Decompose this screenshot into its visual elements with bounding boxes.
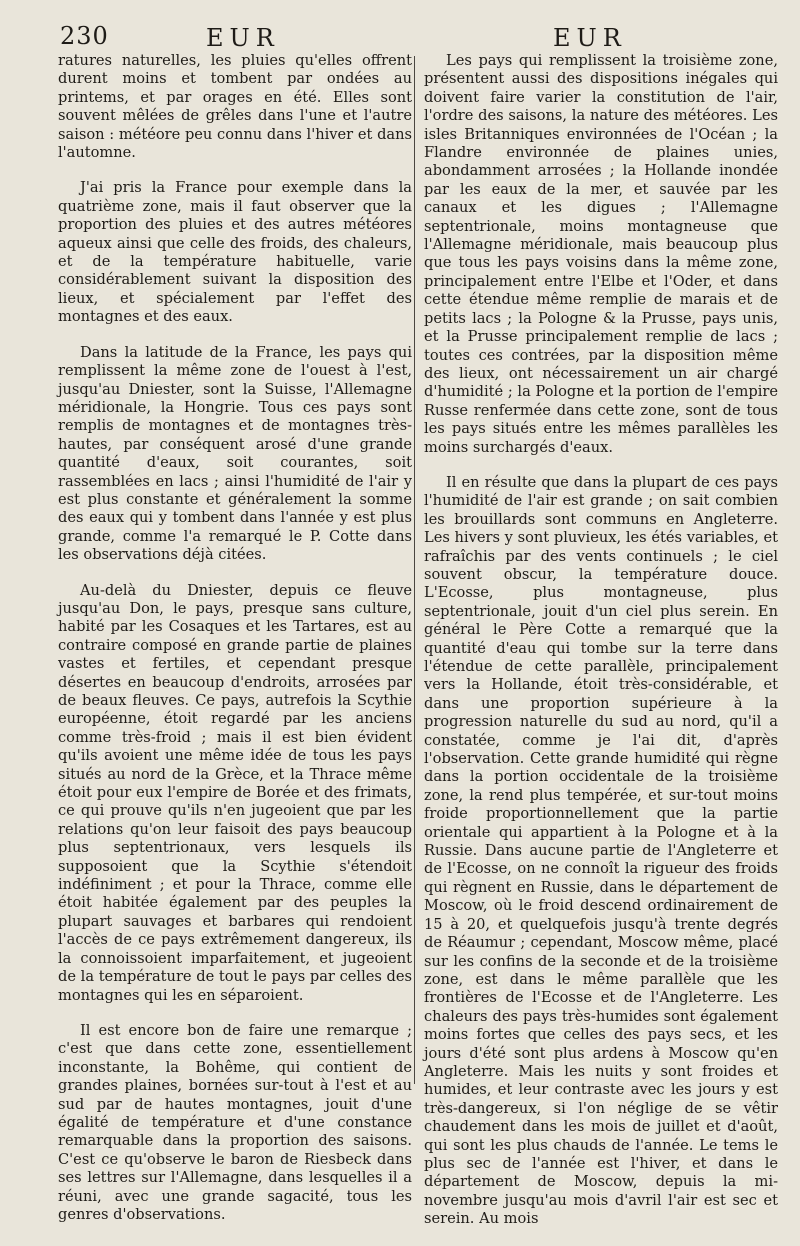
running-head-left: EUR [206, 24, 280, 52]
paragraph: ratures naturelles, les pluies qu'elles offrent durent moins et tombent par ondées au printems, et par orages en été. Elles sont souvent mêlées de grêles dans l'une et l'autre saison : météore peu connu dans l'hiver et dans l'automne. [58, 52, 412, 162]
running-head-right: EUR [553, 24, 627, 52]
paragraph: Les pays qui remplissent la troisième zone, présentent aussi des dispositions inégales qui doivent faire varier la constitution de l'air, l'ordre des saisons, la nature des météores. Les isles Britanniques environnées de l'Océan ; la Flandre environnée de plaines unies, abondamment arrosées ; la Hollande inondée par les eaux de la mer, et sauvée par les canaux et les digues ; l'Allemagne septentrionale, moins montagneuse que l'Allemagne méridionale, mais beaucoup plus que tous les pays voisins dans la même zone, principalement entre l'Elbe et l'Oder, et dans cette étendue même remplie de marais et de petits lacs ; la Pologne & la Prusse, pays unis, et la Prusse principalement remplie de lacs ; toutes ces contrées, par la disposition même des lieux, ont nécessairement un air chargé d'humidité ; la Pologne et la portion de l'empire Russe renfermée dans cette zone, sont de tous les pays situés entre les mêmes parallèles les moins surchargés d'eaux. [424, 52, 778, 456]
paragraph: Au-delà du Dniester, depuis ce fleuve jusqu'au Don, le pays, presque sans culture, habité par les Cosaques et les Tartares, est au contraire composé en grande partie de plaines vastes et fertiles, et cependant presque désertes en beaucoup d'endroits, arrosées par de beaux fleuves. Ce pays, autrefois la Scythie européenne, étoit regardé par les anciens comme très-froid ; mais il est bien évident qu'ils avoient une même idée de tous les pays situés au nord de la Grèce, et la Thrace même étoit pour eux l'empire de Borée et des frimats, ce qui prouve qu'ils n'en jugeoient que par les relations qu'on leur faisoit des pays beaucoup plus septentrionaux, vers lesquels ils supposoient que la Scythie s'étendoit indéfiniment ; et pour la Thrace, comme elle étoit habitée également par des peuples la plupart sauvages et barbares qui rendoient l'accès de ce pays extrêmement dangereux, ils la connoissoient imparfaitement, et jugeoient de la température de tout le pays par celles des montagnes qui les en séparoient. [58, 581, 412, 1004]
right-column [424, 52, 778, 1246]
left-column [58, 52, 412, 1241]
paragraph: Il en résulte que dans la plupart de ces pays l'humidité de l'air est grande ; on sait combien les brouillards sont communs en Angleterre. Les hivers y sont pluvieux, les étés variables, et rafraîchis par des vents continuels ; le ciel souvent obscur, la température douce. L'Ecosse, plus montagneuse, plus septentrionale, jouit d'un ciel plus serein. En général le Père Cotte a remarqué que la quantité d'eau qui tombe sur la terre dans l'étendue de cette parallèle, principalement vers la Hollande, étoit très-considérable, et dans une proportion supérieure à la progression naturelle du sud au nord, qu'il a constatée, comme je l'ai dit, d'après l'observation. Cette grande humidité qui règne dans la portion occidentale de la troisième zone, la rend plus tempérée, et sur-tout moins froide proportionnellement que la partie orientale qui appartient à la Pologne et à la Russie. Dans aucune partie de l'Angleterre et de l'Ecosse, on ne connoît la rigueur des froids qui règnent en Russie, dans le département de Moscow, où le froid descend ordinairement de 15 à 20, et quelquefois jusqu'à trente degrés de Réaumur ; cependant, Moscow même, placé sur les confins de la seconde et de la troisième zone, est dans le même parallèle que les frontières de l'Ecosse et de l'Angleterre. Les chaleurs des pays très-humides sont également moins fortes que celles des pays secs, et les jours d'été sont plus ardens à Moscow qu'en Angleterre. Mais les nuits y sont froides et humides, et leur contraste avec les jours y est très-dangereux, si l'on néglige de se vêtir chaudement dans les mois de juillet et d'août, qui sont les plus chauds de l'année. Le tems le plus sec de l'année est l'hiver, et dans le département de Moscow, depuis la mi-novembre jusqu'au mois d'avril l'air est sec et serein. Au mois [424, 473, 778, 1228]
page-number: 230 [60, 22, 109, 50]
page-header [0, 14, 800, 54]
paragraph: Il est encore bon de faire une remarque ; c'est que dans cette zone, essentiellement inconstante, la Bohême, qui contient de grandes plaines, bornées sur-tout à l'est et au sud par de hautes montagnes, jouit d'une égalité de température et d'une constance remarquable dans la proportion des saisons. C'est ce qu'observe le baron de Riesbeck dans ses lettres sur l'Allemagne, dans lesquelles il a réuni, avec une grande sagacité, tous les genres d'observations. [58, 1021, 412, 1223]
paragraph: J'ai pris la France pour exemple dans la quatrième zone, mais il faut observer que la proportion des pluies et des autres météores aqueux ainsi que celle des froids, des chaleurs, et de la température habituelle, varie considérablement suivant la disposition des lieux, et spécialement par l'effet des montagnes et des eaux. [58, 179, 412, 326]
paragraph: Dans la latitude de la France, les pays qui remplissent la même zone de l'ouest à l'est, jusqu'au Dniester, sont la Suisse, l'Allemagne méridionale, la Hongrie. Tous ces pays sont remplis de montagnes et de montagnes très-hautes, par conséquent arosé d'une grande quantité d'eaux, soit courantes, soit rassemblées en lacs ; ainsi l'humidité de l'air y est plus constante et généralement la somme des eaux qui y tombent dans l'année y est plus grande, comme l'a remarqué le P. Cotte dans les observations déjà citées. [58, 343, 412, 564]
column-divider [414, 56, 415, 1084]
